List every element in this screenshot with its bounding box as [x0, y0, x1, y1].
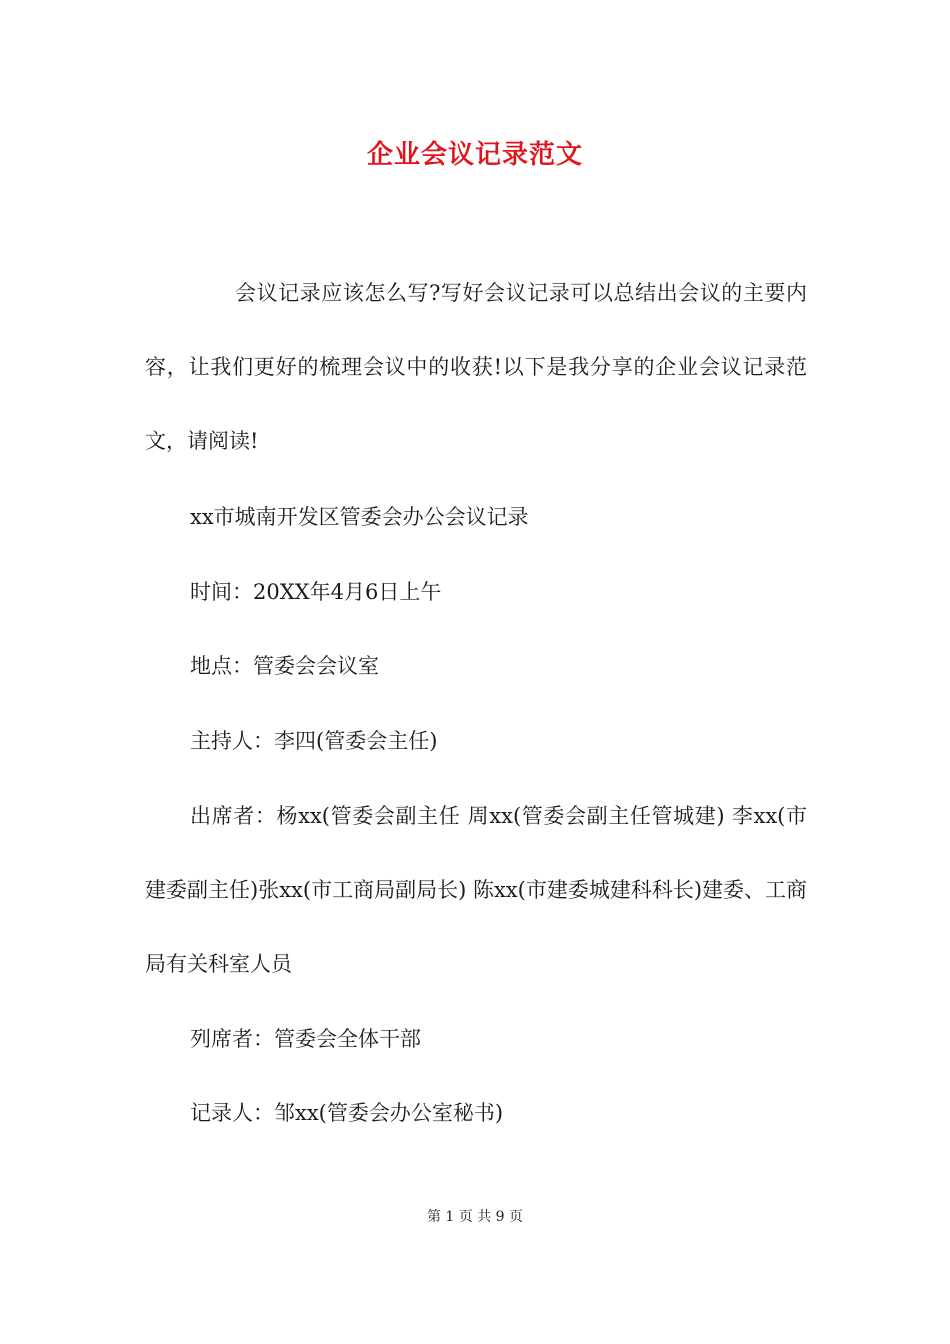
meeting-observers: 列席者：管委会全体干部 [190, 1027, 421, 1051]
document-title: 企业会议记录范文 [366, 140, 583, 170]
meeting-recorder: 记录人：邹xx(管委会办公室秘书) [190, 1101, 504, 1125]
meeting-time: 时间：20XX年4月6日上午 [190, 580, 442, 604]
meeting-location: 地点：管委会会议室 [190, 654, 379, 678]
record-title: xx市城南开发区管委会办公会议记录 [190, 505, 529, 529]
page-number: 第 1 页 共 9 页 [426, 1209, 524, 1225]
intro-paragraph: 会议记录应该怎么写?写好会议记录可以总结出会议的主要内容，让我们更好的梳理会议中的收获!以下是我分享的企业会议记录范文，请阅读! [145, 281, 807, 453]
meeting-host: 主持人：李四(管委会主任) [190, 729, 438, 753]
meeting-attendees: 出席者：杨xx(管委会副主任 周xx(管委会副主任管城建) 李xx(市建委副主任)张xx(市工商局副局长) 陈xx(市建委城建科科长)建委、工商局有关科室人员 [145, 804, 808, 976]
